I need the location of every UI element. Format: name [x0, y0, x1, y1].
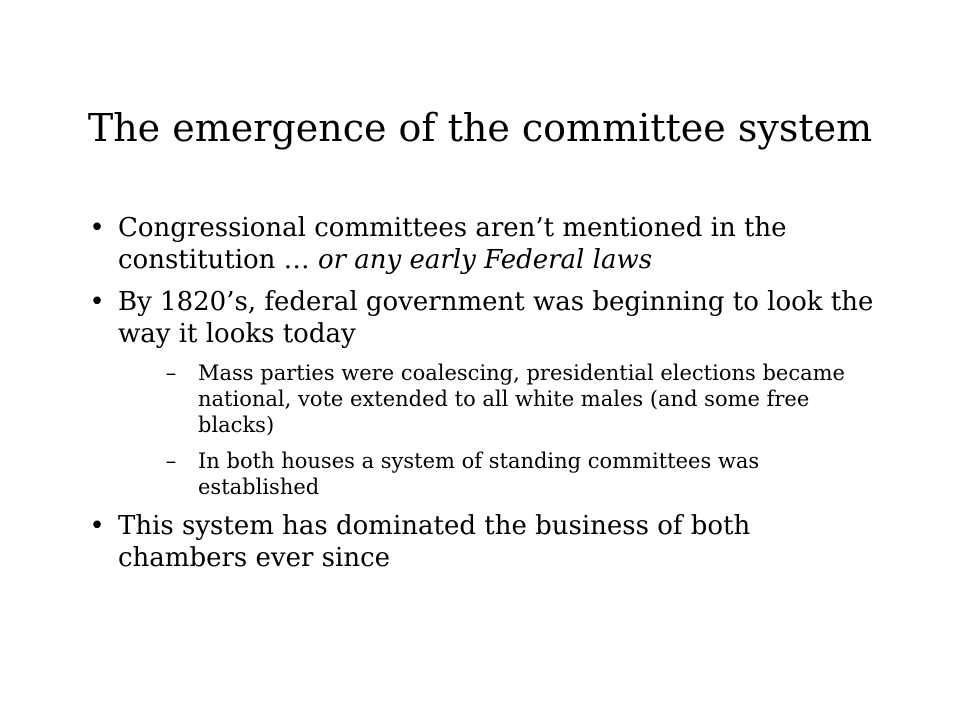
bullet-item	[86, 286, 886, 500]
bullet-marker: •	[89, 287, 105, 317]
sub-bullet-marker: –	[165, 361, 177, 385]
sub-bullet-text: In both houses a system of standing committees was established	[198, 449, 760, 499]
sub-bullet-list	[118, 360, 886, 500]
sub-bullet-item	[158, 448, 886, 500]
sub-bullet-text: Mass parties were coalescing, presidential elections became national, vote extended to all white males (and some free blacks)	[198, 361, 845, 437]
bullet-italic-text: or any early Federal laws	[317, 245, 653, 275]
bullet-marker: •	[89, 213, 105, 243]
slide-title: The emergence of the committee system	[87, 106, 873, 150]
sub-bullet-item	[158, 360, 886, 438]
bullet-text: By 1820’s, federal government was beginning to look the way it looks today	[118, 287, 874, 349]
sub-bullet-marker: –	[165, 449, 177, 473]
bullet-text: This system has dominated the business of both chambers ever since	[118, 511, 751, 573]
bullet-marker: •	[89, 511, 105, 541]
bullet-text: Congressional committees aren’t mentioned in the constitution …	[118, 213, 787, 275]
bullet-list	[86, 212, 886, 574]
bullet-item	[86, 212, 886, 276]
bullet-item	[86, 510, 886, 574]
